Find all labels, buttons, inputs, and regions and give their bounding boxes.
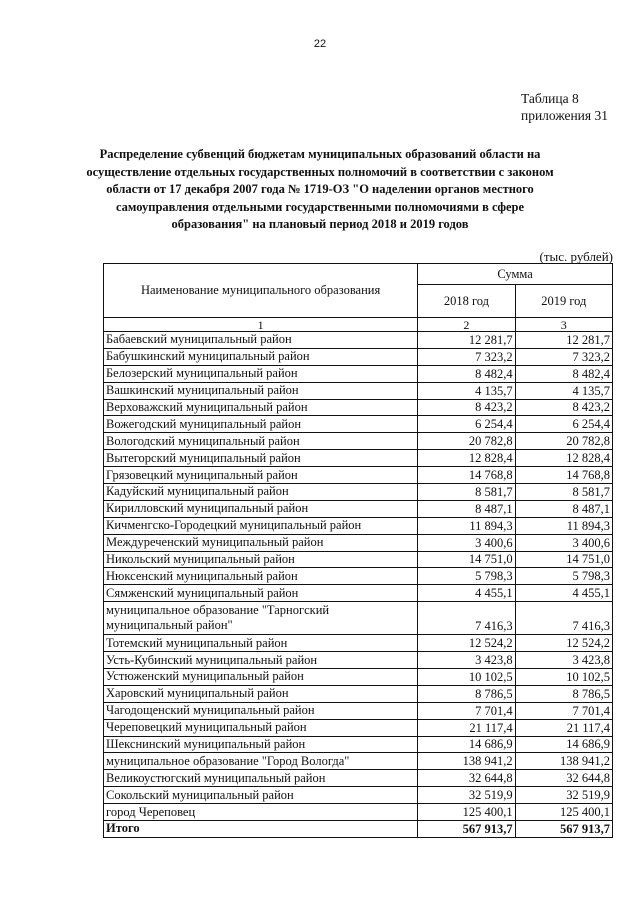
table-reference bbox=[521, 90, 608, 124]
row-name: Чагодощенский муниципальный район bbox=[104, 702, 418, 719]
row-name: Кичменгско-Городецкий муниципальный район bbox=[104, 517, 418, 534]
header-year-2019: 2019 год bbox=[515, 285, 612, 318]
row-name: Харовский муниципальный район bbox=[104, 685, 418, 702]
row-2018: 8 423,2 bbox=[418, 399, 515, 416]
table-row bbox=[104, 804, 613, 821]
table-row bbox=[104, 500, 613, 517]
row-2019: 7 323,2 bbox=[515, 348, 612, 365]
table-row bbox=[104, 484, 613, 501]
appendix-label: приложения 31 bbox=[520, 108, 608, 123]
row-2018: 125 400,1 bbox=[418, 804, 515, 821]
column-number-3: 3 bbox=[515, 318, 612, 332]
row-2018: 8 581,7 bbox=[418, 484, 515, 501]
table-row bbox=[104, 652, 613, 669]
row-2019: 3 423,8 bbox=[515, 652, 612, 669]
row-2019: 11 894,3 bbox=[515, 517, 612, 534]
row-name: Вашкинский муниципальный район bbox=[104, 382, 418, 399]
table-row bbox=[104, 685, 613, 702]
row-name: Нюксенский муниципальный район bbox=[104, 568, 418, 585]
units-label: (тыс. рублей) bbox=[539, 249, 613, 264]
table-row bbox=[104, 568, 613, 585]
row-2019: 14 686,9 bbox=[515, 736, 612, 753]
row-name: город Череповец bbox=[104, 804, 418, 821]
row-2019: 7 701,4 bbox=[515, 702, 612, 719]
table-row bbox=[104, 702, 613, 719]
table-row bbox=[104, 669, 613, 686]
row-2018: 8 482,4 bbox=[418, 365, 515, 382]
row-2019: 7 416,3 bbox=[515, 602, 612, 635]
row-2018: 21 117,4 bbox=[418, 719, 515, 736]
row-2018: 7 701,4 bbox=[418, 702, 515, 719]
row-name: Вожегодский муниципальный район bbox=[104, 416, 418, 433]
header-name: Наименование муниципального образования bbox=[104, 264, 418, 318]
table-row bbox=[104, 365, 613, 382]
table-body bbox=[104, 332, 613, 838]
row-2019: 14 751,0 bbox=[515, 551, 612, 568]
row-2018: 10 102,5 bbox=[418, 669, 515, 686]
row-name: Шекснинский муниципальный район bbox=[104, 736, 418, 753]
row-2018: 138 941,2 bbox=[418, 753, 515, 770]
row-2018: 20 782,8 bbox=[418, 433, 515, 450]
row-2019: 3 400,6 bbox=[515, 534, 612, 551]
table-row bbox=[104, 332, 613, 349]
table-row bbox=[104, 450, 613, 467]
row-2018: 12 828,4 bbox=[418, 450, 515, 467]
row-2018: 14 686,9 bbox=[418, 736, 515, 753]
total-2019: 567 913,7 bbox=[515, 821, 612, 838]
row-2018: 11 894,3 bbox=[418, 517, 515, 534]
table-row bbox=[104, 416, 613, 433]
total-row bbox=[104, 821, 613, 838]
table-row bbox=[104, 517, 613, 534]
row-name: Вологодский муниципальный район bbox=[104, 433, 418, 450]
header-year-2018: 2018 год bbox=[418, 285, 515, 318]
row-2018: 3 400,6 bbox=[418, 534, 515, 551]
table-row bbox=[104, 635, 613, 652]
row-name: Междуреченский муниципальный район bbox=[104, 534, 418, 551]
row-2019: 138 941,2 bbox=[515, 753, 612, 770]
table-row bbox=[104, 719, 613, 736]
row-2018: 32 644,8 bbox=[418, 770, 515, 787]
table-row bbox=[104, 382, 613, 399]
row-2019: 8 786,5 bbox=[515, 685, 612, 702]
row-2018: 8 786,5 bbox=[418, 685, 515, 702]
row-name: Верховажский муниципальный район bbox=[104, 399, 418, 416]
row-2019: 6 254,4 bbox=[515, 416, 612, 433]
row-2019: 8 487,1 bbox=[515, 500, 612, 517]
row-name: Великоустюгский муниципальный район bbox=[104, 770, 418, 787]
table-row bbox=[104, 399, 613, 416]
table-row bbox=[104, 787, 613, 804]
row-2018: 7 323,2 bbox=[418, 348, 515, 365]
table-row bbox=[104, 433, 613, 450]
row-name: Тотемский муниципальный район bbox=[104, 635, 418, 652]
table-row bbox=[104, 736, 613, 753]
row-2019: 12 828,4 bbox=[515, 450, 612, 467]
row-2019: 21 117,4 bbox=[515, 719, 612, 736]
row-name: Бабушкинский муниципальный район bbox=[104, 348, 418, 365]
row-name: Кадуйский муниципальный район bbox=[104, 484, 418, 501]
row-2019: 5 798,3 bbox=[515, 568, 612, 585]
row-2019: 32 519,9 bbox=[515, 787, 612, 804]
row-name: Белозерский муниципальный район bbox=[104, 365, 418, 382]
subvention-table bbox=[103, 263, 613, 838]
row-2019: 20 782,8 bbox=[515, 433, 612, 450]
row-name: муниципальное образование "Тарногский муниципальный район" bbox=[104, 602, 418, 635]
row-name: Череповецкий муниципальный район bbox=[104, 719, 418, 736]
row-2019: 32 644,8 bbox=[515, 770, 612, 787]
total-label: Итого bbox=[104, 821, 418, 838]
row-2018: 6 254,4 bbox=[418, 416, 515, 433]
row-name: Никольский муниципальный район bbox=[104, 551, 418, 568]
table-row bbox=[104, 585, 613, 602]
row-2019: 8 482,4 bbox=[515, 365, 612, 382]
table-row bbox=[104, 467, 613, 484]
row-2019: 125 400,1 bbox=[515, 804, 612, 821]
table-row bbox=[104, 753, 613, 770]
row-2019: 4 455,1 bbox=[515, 585, 612, 602]
row-name: Усть-Кубинский муниципальный район bbox=[104, 652, 418, 669]
table-row bbox=[104, 551, 613, 568]
table-row bbox=[104, 770, 613, 787]
row-name: Грязовецкий муниципальный район bbox=[104, 467, 418, 484]
row-name: муниципальное образование "Город Вологда" bbox=[104, 753, 418, 770]
row-2018: 7 416,3 bbox=[418, 602, 515, 635]
row-name: Кирилловский муниципальный район bbox=[104, 500, 418, 517]
row-2019: 4 135,7 bbox=[515, 382, 612, 399]
row-2019: 12 524,2 bbox=[515, 635, 612, 652]
row-2018: 5 798,3 bbox=[418, 568, 515, 585]
table-row bbox=[104, 602, 613, 635]
row-2018: 12 524,2 bbox=[418, 635, 515, 652]
total-2018: 567 913,7 bbox=[418, 821, 515, 838]
row-2019: 8 423,2 bbox=[515, 399, 612, 416]
row-name: Устюженский муниципальный район bbox=[104, 669, 418, 686]
row-2019: 10 102,5 bbox=[515, 669, 612, 686]
row-name: Вытегорский муниципальный район bbox=[104, 450, 418, 467]
column-number-1: 1 bbox=[104, 318, 418, 332]
row-2018: 4 135,7 bbox=[418, 382, 515, 399]
row-2019: 12 281,7 bbox=[515, 332, 612, 349]
row-name: Сокольский муниципальный район bbox=[104, 787, 418, 804]
row-2019: 8 581,7 bbox=[515, 484, 612, 501]
row-2018: 14 768,8 bbox=[418, 467, 515, 484]
document-title: Распределение субвенций бюджетам муниципальных образований области на осуществление отдельных государственных полномочий в соответствии с законом области от 17 декабря 2007 года № 1719-ОЗ "О наделении органов местного самоуправления отдельными государственными полномочиями в сфере образования" на плановый период 2018 и 2019 годов bbox=[86, 147, 554, 231]
row-2019: 14 768,8 bbox=[515, 467, 612, 484]
row-2018: 14 751,0 bbox=[418, 551, 515, 568]
column-number-2: 2 bbox=[418, 318, 515, 332]
row-2018: 32 519,9 bbox=[418, 787, 515, 804]
row-2018: 12 281,7 bbox=[418, 332, 515, 349]
page-number: 22 bbox=[313, 38, 327, 50]
table-row bbox=[104, 348, 613, 365]
row-name: Бабаевский муниципальный район bbox=[104, 332, 418, 349]
row-2018: 4 455,1 bbox=[418, 585, 515, 602]
row-2018: 3 423,8 bbox=[418, 652, 515, 669]
table-row bbox=[104, 534, 613, 551]
row-name: Сямженский муниципальный район bbox=[104, 585, 418, 602]
row-2018: 8 487,1 bbox=[418, 500, 515, 517]
header-sum: Сумма bbox=[418, 264, 613, 285]
table-label: Таблица 8 bbox=[520, 91, 579, 106]
